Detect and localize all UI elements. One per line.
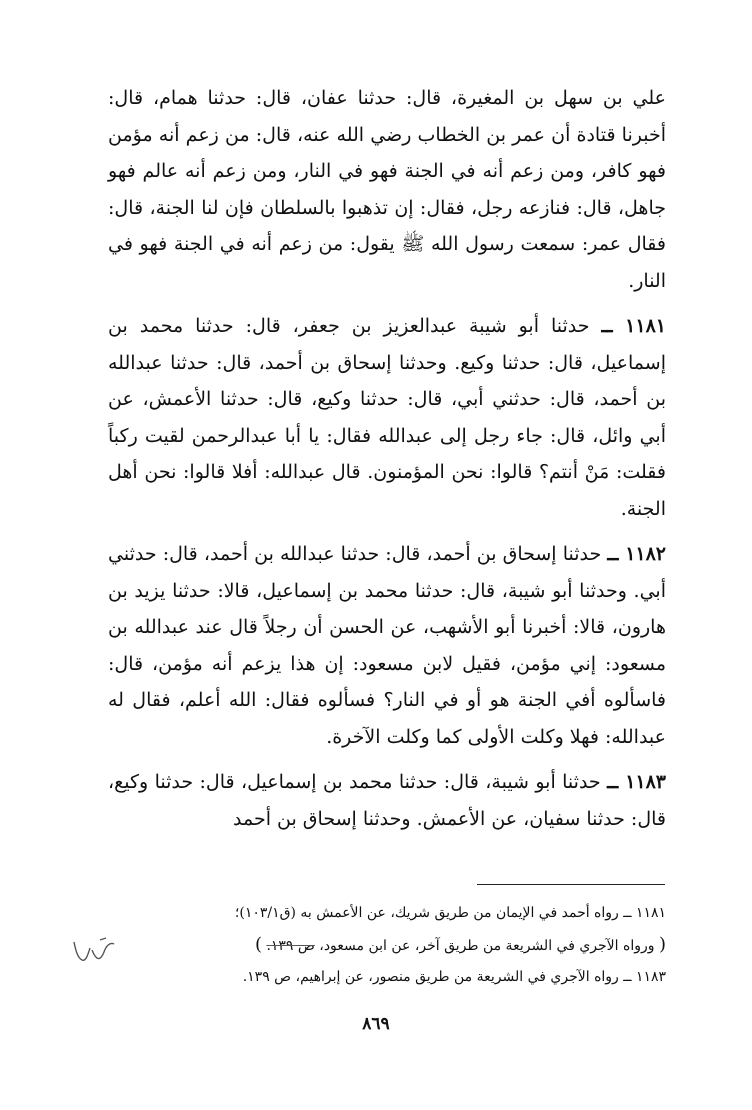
page-number: ٨٦٩	[362, 1014, 390, 1034]
paragraph-text: حدثنا أبو شيبة، قال: حدثنا محمد بن إسماعيل، قال: حدثنا وكيع، قال: حدثنا سفيان، عن الأعمش. وحدثنا إسحاق بن أحمد	[108, 771, 666, 830]
paragraph-text: علي بن سهل بن المغيرة، قال: حدثنا عفان، قال: حدثنا همام، قال: أخبرنا قتادة أن عمر بن الخطاب رضي الله عنه، قال: من زعم أنه مؤمن فهو كافر، ومن زعم أنه في الجنة فهو في النار، ومن زعم أنه عالم فهو جاهل، قال: فنازعه رجل، فقال: إن تذهبوا بالسلطان فإن لنا الجنة، قال: فقال عمر: سمعت رسول الله ﷺ يقول: من زعم أنه في الجنة فهو في النار.	[108, 87, 666, 292]
paragraph-hadith-1182	[108, 536, 666, 755]
main-text-body	[108, 80, 666, 846]
footnote-open-paren: (	[658, 934, 666, 955]
handwritten-annotation-mark	[70, 932, 118, 968]
footnotes	[112, 898, 666, 993]
paragraph-text: حدثنا أبو شيبة عبدالعزيز بن جعفر، قال: حدثنا محمد بن إسماعيل، قال: حدثنا وكيع. وحدثنا إسحاق بن أحمد، قال: حدثنا عبدالله بن أحمد، قال: حدثني أبي، قال: حدثنا وكيع، قال: حدثنا الأعمش، عن أبي وائل، قال: جاء رجل إلى عبدالله فقال: يا أبا عبدالرحمن لقيت ركباً فقلت: مَنْ أنتم؟ قالوا: نحن المؤمنون. قال عبدالله: أفلا قالوا: نحن أهل الجنة.	[108, 315, 666, 520]
footnote-struck-text: ص ١٣٩.	[266, 938, 315, 954]
hadith-number: ١١٨٣ ــ	[607, 771, 667, 793]
hadith-number: ١١٨٢ ــ	[607, 543, 667, 565]
paragraph-hadith-1183	[108, 764, 666, 837]
footnote-1181: ١١٨١ ــ رواه أحمد في الإيمان من طريق شريك، عن الأعمش به (ق١٠٣/١)؛	[234, 905, 666, 921]
footnote-text: ورواه الآجري في الشريعة من طريق آخر، عن ابن مسعود،	[314, 938, 655, 954]
footnote-1181-continuation	[112, 929, 666, 962]
paragraph-text: حدثنا إسحاق بن أحمد، قال: حدثنا عبدالله بن أحمد، قال: حدثني أبي. وحدثنا أبو شيبة، قال: حدثنا محمد بن إسماعيل، قالا: حدثنا يزيد بن هارون، قالا: أخبرنا أبو الأشهب، عن الحسن أن رجلاً قال عند عبدالله بن مسعود: إني مؤمن، فقيل لابن مسعود: إن هذا يزعم أنه مؤمن، قال: فاسألوه أفي الجنة هو أو في النار؟ فسألوه فقال: الله أعلم، فقال له عبدالله: فهلا وكلت الأولى كما وكلت الآخرة.	[108, 543, 666, 748]
paragraph-hadith-1181	[108, 308, 666, 527]
footnote-divider	[477, 884, 665, 885]
hadith-number: ١١٨١ ــ	[601, 315, 666, 337]
footnote-close-paren: )	[254, 934, 262, 955]
paragraph-continuation	[108, 80, 666, 299]
footnote-1183: ١١٨٣ ــ رواه الآجري في الشريعة من طريق منصور، عن إبراهيم، ص ١٣٩.	[242, 969, 666, 985]
